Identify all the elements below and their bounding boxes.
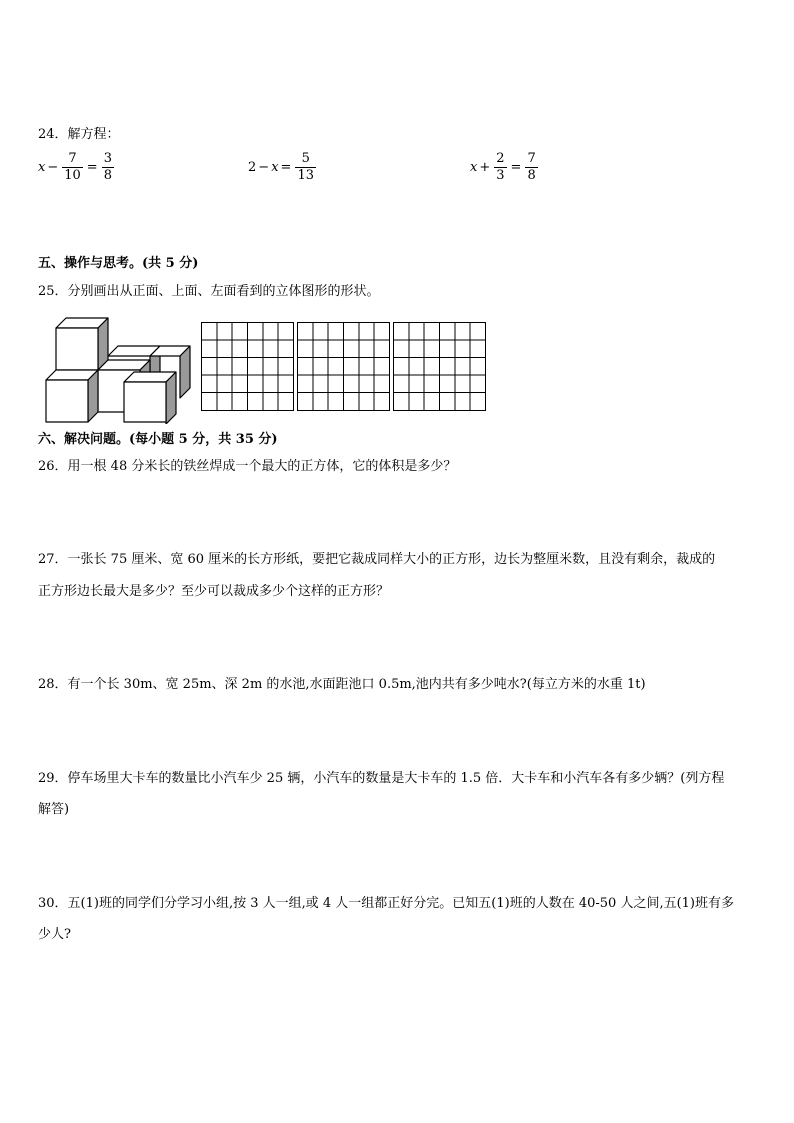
equation-3 (470, 151, 540, 184)
q26-text: 26．用一根 48 分米长的铁丝焊成一个最大的正方体，它的体积是多少？ (38, 459, 457, 474)
equation-1 (38, 151, 116, 184)
grid-left-view (393, 322, 486, 411)
eq1-fraction-left (62, 151, 83, 184)
cube-solid-figure (40, 312, 198, 424)
eq3-var: x (470, 160, 478, 175)
eq1-f1-denominator: 10 (64, 168, 81, 183)
eq1-var: x (38, 160, 46, 175)
eq2-denominator: 13 (297, 168, 314, 183)
eq3-f1-denominator: 3 (496, 168, 505, 183)
q27-line-2: 正方形边长最大是多少？至少可以裁成多少个这样的正方形？ (38, 584, 390, 599)
eq1-f2-numerator: 3 (103, 151, 112, 166)
eq3-equals: = (510, 160, 522, 175)
eq2-var: x (271, 160, 279, 175)
eq2-lhs: 2 (248, 160, 257, 175)
section-6-heading: 六、解决问题。(每小题 5 分，共 35 分) (38, 432, 278, 447)
eq3-f2-numerator: 7 (527, 151, 536, 166)
q24-title: 24．解方程： (38, 127, 120, 142)
eq1-f1-numerator: 7 (68, 151, 77, 166)
q25-text: 25．分别画出从正面、上面、左面看到的立体图形的形状。 (38, 284, 380, 299)
q29-line-2: 解答) (38, 802, 70, 817)
grid-front-view (201, 322, 294, 411)
q27-line-1: 27．一张长 75 厘米、宽 60 厘米的长方形纸，要把它裁成同样大小的正方形，边长为整厘米数，且没有剩余，裁成的 (38, 552, 716, 567)
eq2-op: − (258, 160, 270, 175)
q30-line-2: 少人? (38, 927, 71, 942)
eq3-f1-numerator: 2 (496, 151, 505, 166)
equation-2 (248, 151, 318, 184)
eq3-fraction-left (494, 151, 506, 184)
eq2-numerator: 5 (301, 151, 310, 166)
q28-text: 28．有一个长 30m、宽 25m、深 2m 的水池,水面距池口 0.5m,池内共有多少吨水?(每立方米的水重 1t) (38, 677, 646, 692)
eq3-f2-denominator: 8 (527, 168, 536, 183)
eq3-fraction-right (525, 151, 537, 184)
eq1-op: − (47, 160, 59, 175)
eq3-op: + (479, 160, 491, 175)
eq2-fraction (295, 151, 316, 184)
section-5-heading: 五、操作与思考。(共 5 分) (38, 256, 199, 271)
eq2-equals: = (280, 160, 292, 175)
grid-top-view (297, 322, 390, 411)
eq1-fraction-right (102, 151, 114, 184)
eq1-f2-denominator: 8 (103, 168, 112, 183)
eq1-equals: = (86, 160, 98, 175)
q30-line-1: 30．五(1)班的同学们分学习小组,按 3 人一组,或 4 人一组都正好分完。已知五(1)班的人数在 40-50 人之间,五(1)班有多 (38, 896, 734, 911)
q29-line-1: 29．停车场里大卡车的数量比小汽车少 25 辆，小汽车的数量是大卡车的 1.5 倍．大卡车和小汽车各有多少辆？(列方程 (38, 771, 725, 786)
